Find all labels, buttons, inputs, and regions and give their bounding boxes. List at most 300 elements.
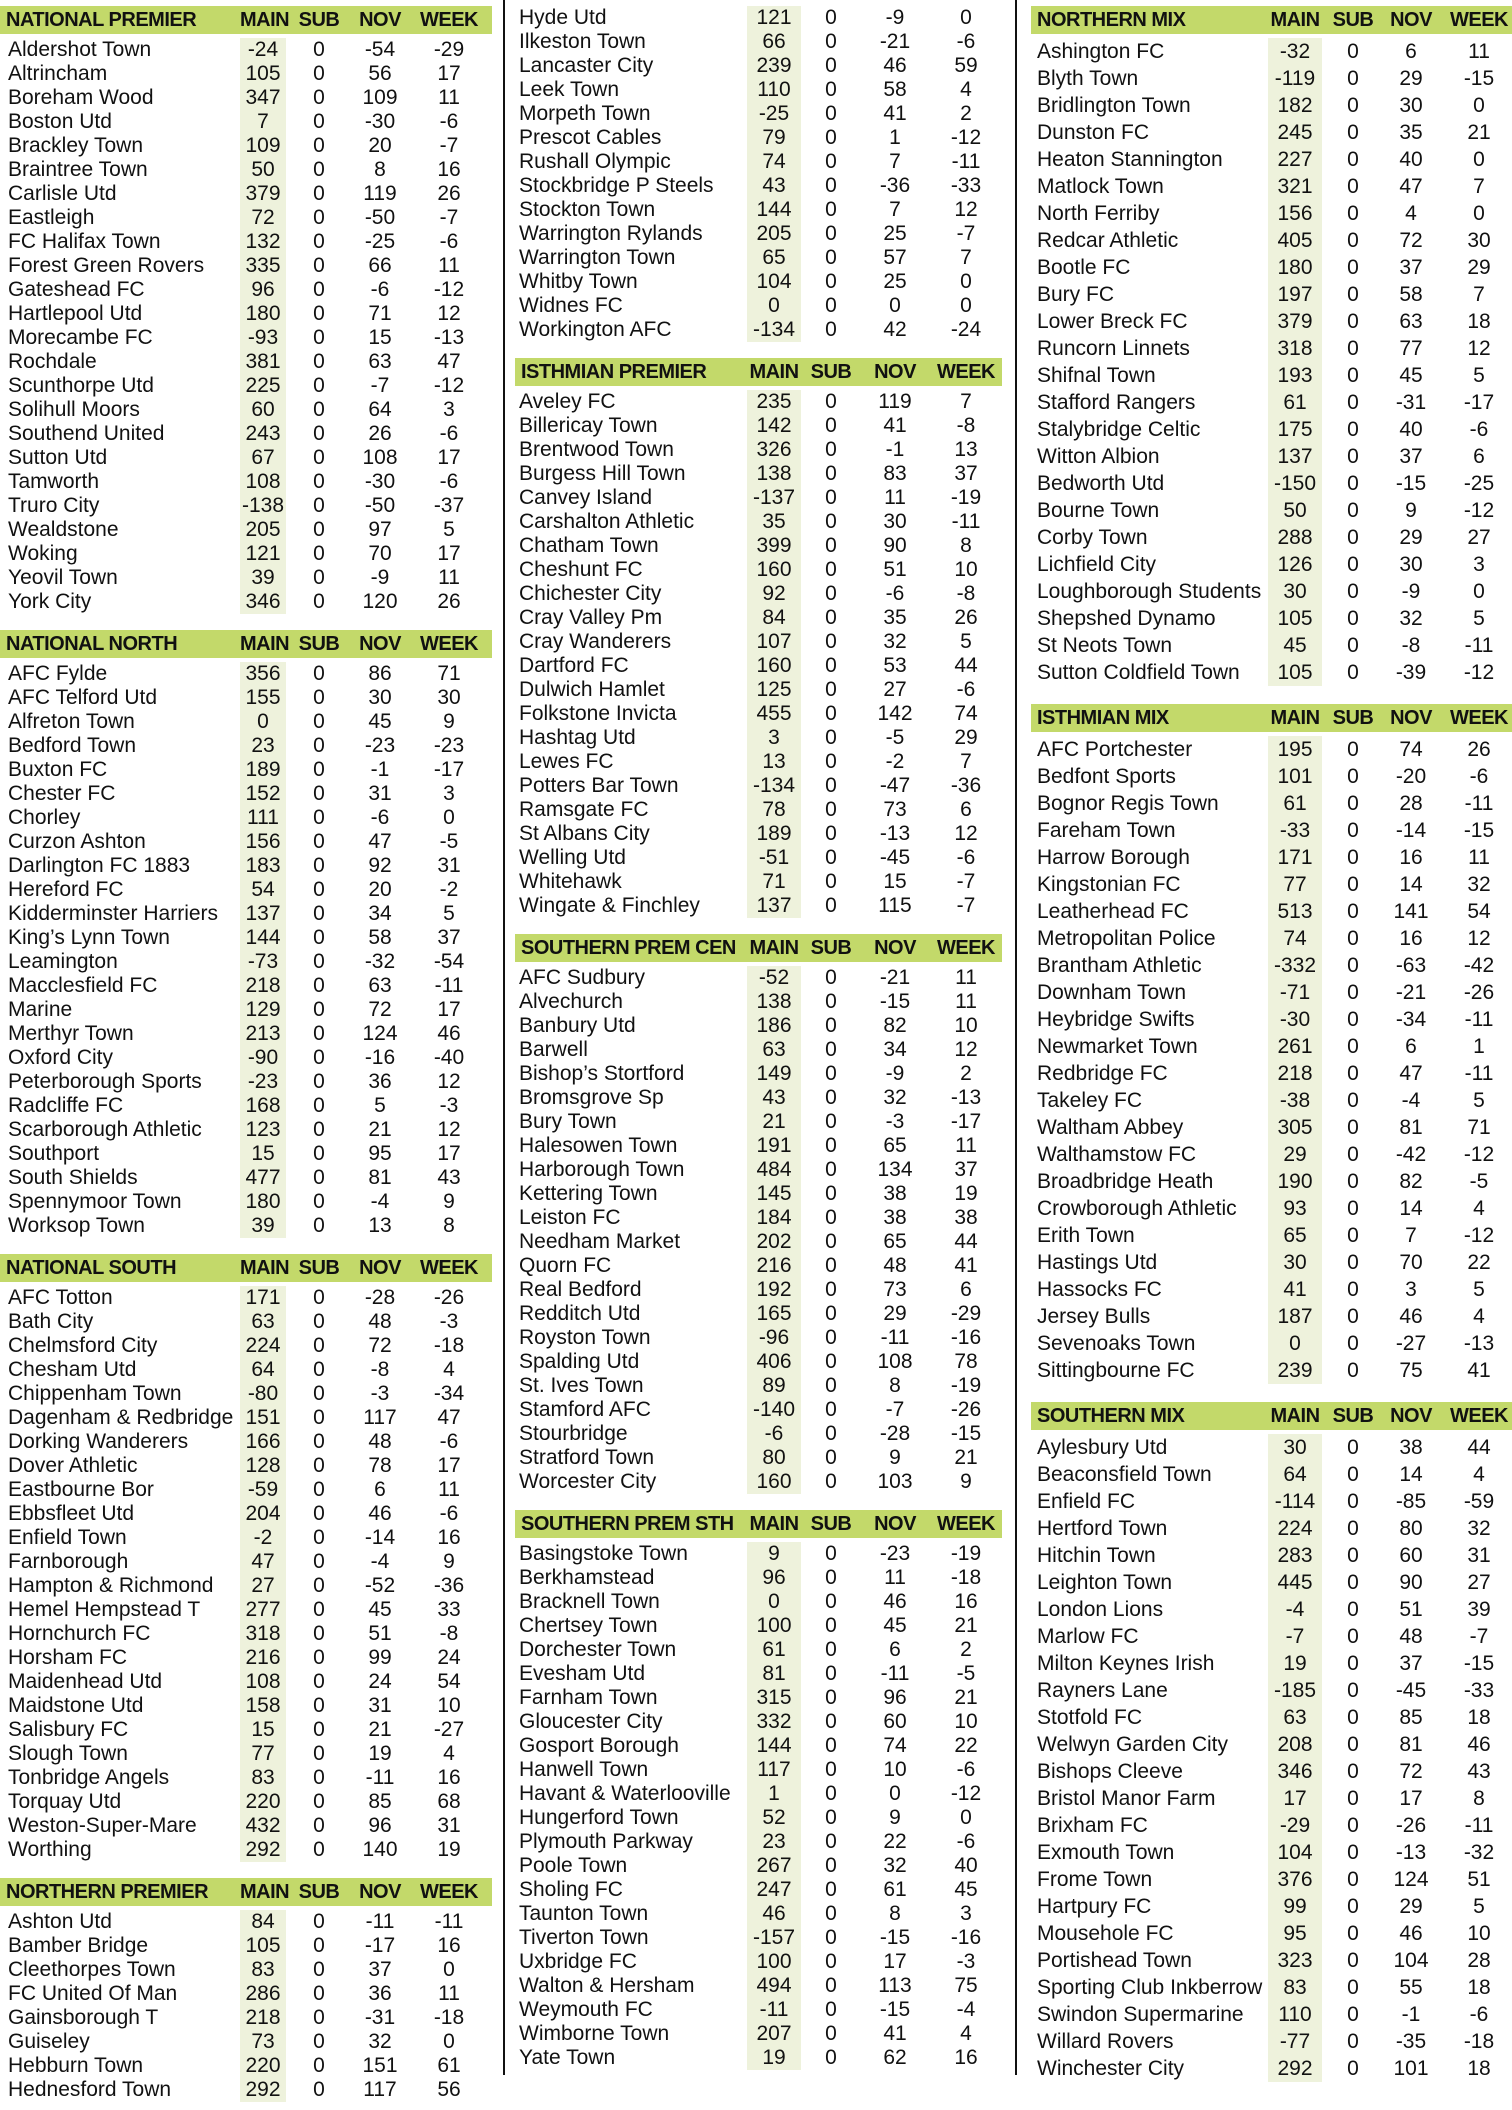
table-row [515,1038,1002,1062]
cell-nov: 0 [889,294,901,317]
team-name: Bamber Bridge [8,1934,149,1957]
cell-main: 218 [245,2006,281,2029]
table-row [1031,578,1512,605]
cell-nov: 9 [1405,499,1417,522]
table-row [0,254,492,278]
table-row [1031,1866,1512,1893]
cell-main: -24 [247,38,279,61]
cell-sub: 0 [825,654,837,677]
cell-nov: 74 [1399,738,1423,761]
cell-nov: -2 [885,750,905,773]
team-name: Bracknell Town [519,1590,660,1613]
cell-nov: -9 [885,6,905,29]
cell-sub: 0 [825,1782,837,1805]
cell-sub: 0 [1347,792,1359,815]
cell-main: 484 [756,1158,792,1181]
team-list [515,390,1002,918]
cell-nov: 108 [362,446,398,469]
cell-sub: 0 [1347,1035,1359,1058]
table-row [1031,1920,1512,1947]
cell-sub: 0 [313,374,325,397]
table-row [515,1086,1002,1110]
team-name: Worksop Town [8,1214,145,1237]
cell-main: 195 [1277,738,1313,761]
cell-week: -18 [1463,2030,1495,2053]
table-row [0,38,492,62]
team-name: Morecambe FC [8,326,153,349]
table-row [515,1782,1002,1806]
league-section [1031,1402,1512,2082]
table-row [1031,470,1512,497]
cell-nov: 45 [1399,364,1423,387]
cell-week: 32 [1467,873,1491,896]
team-name: Farnham Town [519,1686,658,1709]
cell-week: 27 [1467,1571,1491,1594]
table-row [515,702,1002,726]
cell-main: 89 [762,1374,786,1397]
cell-nov: 64 [368,398,392,421]
table-row [515,1182,1002,1206]
league-section [1031,6,1512,686]
cell-nov: 46 [883,1590,907,1613]
cell-nov: -32 [364,950,396,973]
team-name: Canvey Island [519,486,653,509]
team-name: Spalding Utd [519,1350,640,1373]
table-row [0,374,492,398]
cell-week: -12 [1463,499,1495,522]
cell-week: -13 [950,1086,982,1109]
cell-main: 160 [756,654,792,677]
cell-main: 0 [768,294,780,317]
cell-sub: 0 [1347,283,1359,306]
cell-sub: 0 [313,1286,325,1309]
cell-sub: 0 [1347,67,1359,90]
cell-sub: 0 [1347,634,1359,657]
table-row [0,182,492,206]
cell-main: 158 [245,1694,281,1717]
cell-sub: 0 [825,1926,837,1949]
cell-week: 12 [954,1038,978,1061]
team-name: Cray Valley Pm [519,606,663,629]
cell-main: 151 [245,1406,281,1429]
cell-week: 11 [438,566,460,589]
team-name: Warrington Rylands [519,222,703,245]
cell-nov: 65 [883,1134,907,1157]
cell-nov: 63 [368,350,392,373]
team-name: Hungerford Town [519,1806,679,1829]
cell-main: 111 [247,806,279,829]
team-name: Torquay Utd [8,1790,122,1813]
table-row [0,1286,492,1310]
cell-nov: 57 [883,246,907,269]
cell-main: 84 [762,606,786,629]
table-row [0,1766,492,1790]
table-row [515,1614,1002,1638]
league-section [515,358,1002,918]
table-row [0,902,492,926]
cell-nov: 61 [883,1878,907,1901]
column-header-sub: SUB [810,1513,852,1535]
cell-nov: 17 [883,1950,907,1973]
cell-sub: 0 [825,462,837,485]
team-name: Welwyn Garden City [1037,1733,1229,1756]
table-row [1031,1839,1512,1866]
cell-week: 0 [960,1806,972,1829]
team-name: Horsham FC [8,1646,128,1669]
cell-main: 204 [245,1502,281,1525]
cell-nov: -7 [370,374,390,397]
team-name: Witton Albion [1037,445,1160,468]
cell-main: 332 [756,1710,792,1733]
team-name: Chester FC [8,782,116,805]
table-row [0,878,492,902]
cell-main: 346 [245,590,281,613]
cell-nov: 96 [368,1814,392,1837]
cell-nov: -50 [364,494,396,517]
cell-main: 165 [756,1302,792,1325]
cell-sub: 0 [1347,580,1359,603]
team-name: Beaconsfield Town [1037,1463,1212,1486]
cell-week: 26 [954,606,978,629]
cell-sub: 0 [1347,1305,1359,1328]
team-list [0,1910,492,2102]
section-header [1031,1402,1512,1430]
table-row [0,1526,492,1550]
cell-sub: 0 [1347,738,1359,761]
table-row [515,1974,1002,1998]
table-row [1031,443,1512,470]
cell-week: 7 [1473,283,1485,306]
cell-sub: 0 [825,414,837,437]
cell-nov: -36 [879,174,911,197]
cell-sub: 0 [825,30,837,53]
column-header-sub: SUB [1332,707,1374,729]
cell-main: 121 [245,542,281,565]
table-row [515,726,1002,750]
cell-week: -17 [433,758,465,781]
cell-sub: 0 [1347,2057,1359,2080]
team-name: Kettering Town [519,1182,658,1205]
cell-week: 4 [443,1358,455,1381]
team-name: Stotfold FC [1037,1706,1143,1729]
cell-sub: 0 [1347,1062,1359,1085]
cell-main: 45 [1283,634,1307,657]
cell-week: 9 [443,1550,455,1573]
cell-main: -4 [1285,1598,1305,1621]
cell-sub: 0 [825,1230,837,1253]
cell-sub: 0 [825,1542,837,1565]
cell-week: -19 [950,486,982,509]
table-row [515,1830,1002,1854]
cell-nov: 38 [883,1182,907,1205]
cell-nov: 95 [368,1142,392,1165]
cell-sub: 0 [1347,846,1359,869]
cell-week: -7 [1469,1625,1489,1648]
cell-main: 239 [756,54,792,77]
team-name: Runcorn Linnets [1037,337,1190,360]
team-name: Bourne Town [1037,499,1160,522]
cell-sub: 0 [825,1014,837,1037]
cell-nov: -15 [879,1998,911,2021]
cell-main: -134 [752,774,796,797]
cell-week: 5 [1473,1278,1485,1301]
cell-main: 187 [1277,1305,1313,1328]
cell-main: 7 [257,110,269,133]
cell-main: 132 [245,230,281,253]
table-row [0,686,492,710]
cell-week: -6 [439,1502,459,1525]
cell-week: 16 [437,1934,461,1957]
cell-week: 0 [1473,580,1485,603]
cell-nov: 151 [362,2054,398,2077]
cell-week: -8 [956,414,976,437]
team-name: AFC Portchester [1037,738,1193,761]
cell-week: -12 [1463,1224,1495,1247]
table-row [1031,281,1512,308]
table-row [515,1326,1002,1350]
cell-sub: 0 [313,542,325,565]
column-header-main: MAIN [240,633,290,655]
team-name: Tiverton Town [519,1926,649,1949]
cell-week: 12 [437,1070,461,1093]
team-name: Gainsborough T [8,2006,159,2029]
cell-sub: 0 [825,1806,837,1829]
cell-main: 50 [251,158,275,181]
cell-week: 4 [1473,1197,1485,1220]
cell-main: 166 [245,1430,281,1453]
cell-sub: 0 [313,38,325,61]
table-row [0,1166,492,1190]
team-name: Forest Green Rovers [8,254,205,277]
team-name: Winchester City [1037,2057,1185,2080]
cell-week: 11 [438,1478,460,1501]
cell-sub: 0 [313,1406,325,1429]
cell-main: 54 [251,878,275,901]
cell-sub: 0 [313,1646,325,1669]
table-row [515,462,1002,486]
team-name: Bishops Cleeve [1037,1760,1183,1783]
cell-sub: 0 [825,6,837,29]
table-row [0,1382,492,1406]
cell-main: -137 [752,486,796,509]
table-row [515,678,1002,702]
table-row [0,1406,492,1430]
table-row [0,854,492,878]
cell-sub: 0 [1347,954,1359,977]
cell-sub: 0 [825,1470,837,1493]
cell-main: -332 [1273,954,1317,977]
cell-nov: 40 [1399,148,1423,171]
cell-main: 23 [251,734,275,757]
cell-main: 243 [245,422,281,445]
cell-sub: 0 [1347,1679,1359,1702]
cell-nov: 32 [883,1854,907,1877]
cell-week: -54 [433,950,465,973]
table-row [515,1302,1002,1326]
cell-nov: -16 [364,1046,396,1069]
table-row [0,782,492,806]
cell-sub: 0 [313,878,325,901]
cell-main: -51 [758,846,790,869]
team-name: Redbridge FC [1037,1062,1168,1085]
cell-sub: 0 [825,270,837,293]
cell-sub: 0 [313,2078,325,2101]
cell-sub: 0 [1347,1814,1359,1837]
cell-nov: 16 [1399,927,1423,950]
cell-sub: 0 [1347,1571,1359,1594]
cell-main: 144 [756,198,792,221]
cell-nov: -31 [364,2006,396,2029]
team-name: Stafford Rangers [1037,391,1196,414]
cell-nov: 34 [368,902,392,925]
cell-week: 41 [1467,1359,1491,1382]
column-header-week: WEEK [420,1257,478,1279]
column-header-nov: NOV [359,633,401,655]
table-row [515,390,1002,414]
table-row [1031,497,1512,524]
table-row [1031,1434,1512,1461]
cell-sub: 0 [825,534,837,557]
cell-main: 46 [762,1902,786,1925]
cell-week: 9 [960,1470,972,1493]
cell-week: -6 [956,30,976,53]
cell-main: 65 [762,246,786,269]
table-row [0,2078,492,2102]
cell-week: 31 [437,1814,461,1837]
cell-sub: 0 [1347,499,1359,522]
cell-nov: 10 [883,1758,907,1781]
team-name: Hashtag Utd [519,726,636,749]
team-name: Folkstone Invicta [519,702,677,725]
cell-week: -17 [950,1110,982,1133]
cell-nov: 51 [883,558,907,581]
column-header-nov: NOV [1390,1405,1432,1427]
cell-week: -15 [1463,819,1495,842]
team-name: Oxford City [8,1046,114,1069]
cell-week: 11 [1468,846,1490,869]
table-row [515,870,1002,894]
cell-sub: 0 [825,1950,837,1973]
cell-main: 477 [245,1166,281,1189]
cell-week: -6 [956,678,976,701]
cell-sub: 0 [825,1638,837,1661]
cell-main: 277 [245,1598,281,1621]
cell-main: 183 [245,854,281,877]
column-header-week: WEEK [937,361,995,383]
cell-sub: 0 [825,1422,837,1445]
column-header-main: MAIN [1270,1405,1320,1427]
cell-sub: 0 [825,198,837,221]
cell-sub: 0 [825,1854,837,1877]
cell-sub: 0 [313,926,325,949]
cell-nov: 21 [368,1118,392,1141]
cell-main: 142 [756,414,792,437]
cell-week: 0 [960,294,972,317]
table-row [515,1566,1002,1590]
cell-week: 18 [1467,1706,1491,1729]
cell-sub: 0 [313,1070,325,1093]
team-name: Altrincham [8,62,108,85]
table-row [0,1598,492,1622]
cell-nov: 35 [883,606,907,629]
cell-main: 72 [251,206,275,229]
table-row [0,590,492,614]
cell-main: 197 [1277,283,1313,306]
cell-sub: 0 [1347,148,1359,171]
cell-nov: -42 [1395,1143,1427,1166]
table-row [515,798,1002,822]
cell-week: -18 [950,1566,982,1589]
cell-sub: 0 [313,302,325,325]
cell-sub: 0 [825,1734,837,1757]
team-name: St Neots Town [1037,634,1173,657]
cell-sub: 0 [313,62,325,85]
cell-nov: 14 [1399,1197,1423,1220]
team-name: Worcester City [519,1470,657,1493]
cell-nov: -4 [370,1190,390,1213]
team-name: Guiseley [8,2030,90,2053]
cell-sub: 0 [825,1254,837,1277]
cell-sub: 0 [313,1046,325,1069]
cell-sub: 0 [313,1790,325,1813]
cell-nov: 120 [362,590,398,613]
cell-week: 17 [437,62,461,85]
team-name: Dartford FC [519,654,629,677]
cell-nov: 29 [883,1302,907,1325]
cell-week: -3 [956,1950,976,1973]
cell-sub: 0 [825,510,837,533]
cell-week: -12 [1463,661,1495,684]
cell-nov: 21 [368,1718,392,1741]
cell-main: 171 [1277,846,1313,869]
cell-nov: 117 [363,1406,397,1429]
team-name: Salisbury FC [8,1718,129,1741]
table-row [0,662,492,686]
cell-main: 0 [1289,1332,1301,1355]
cell-sub: 0 [313,1982,325,2005]
table-row [0,950,492,974]
table-row [515,1950,1002,1974]
team-name: Harrow Borough [1037,846,1190,869]
cell-week: 7 [960,750,972,773]
table-row [1031,227,1512,254]
cell-week: 30 [1467,229,1491,252]
cell-sub: 0 [825,1374,837,1397]
cell-main: 47 [251,1550,275,1573]
cell-nov: -1 [1401,2003,1421,2026]
team-name: St. Ives Town [519,1374,644,1397]
cell-sub: 0 [313,1310,325,1333]
cell-week: 31 [1467,1544,1491,1567]
cell-main: -2 [253,1526,273,1549]
table-row [1031,1033,1512,1060]
team-name: Warrington Town [519,246,676,269]
cell-nov: 5 [374,1094,386,1117]
table-row [515,1902,1002,1926]
table-row [515,582,1002,606]
cell-sub: 0 [313,830,325,853]
cell-sub: 0 [313,1190,325,1213]
column-header-nov: NOV [359,1257,401,1279]
cell-nov: -31 [1395,391,1427,414]
cell-main: 406 [756,1350,792,1373]
team-name: Alfreton Town [8,710,135,733]
cell-sub: 0 [1347,1625,1359,1648]
cell-main: 73 [251,2030,275,2053]
cell-week: 1 [1473,1035,1485,1058]
table-row [515,846,1002,870]
cell-week: -12 [950,126,982,149]
